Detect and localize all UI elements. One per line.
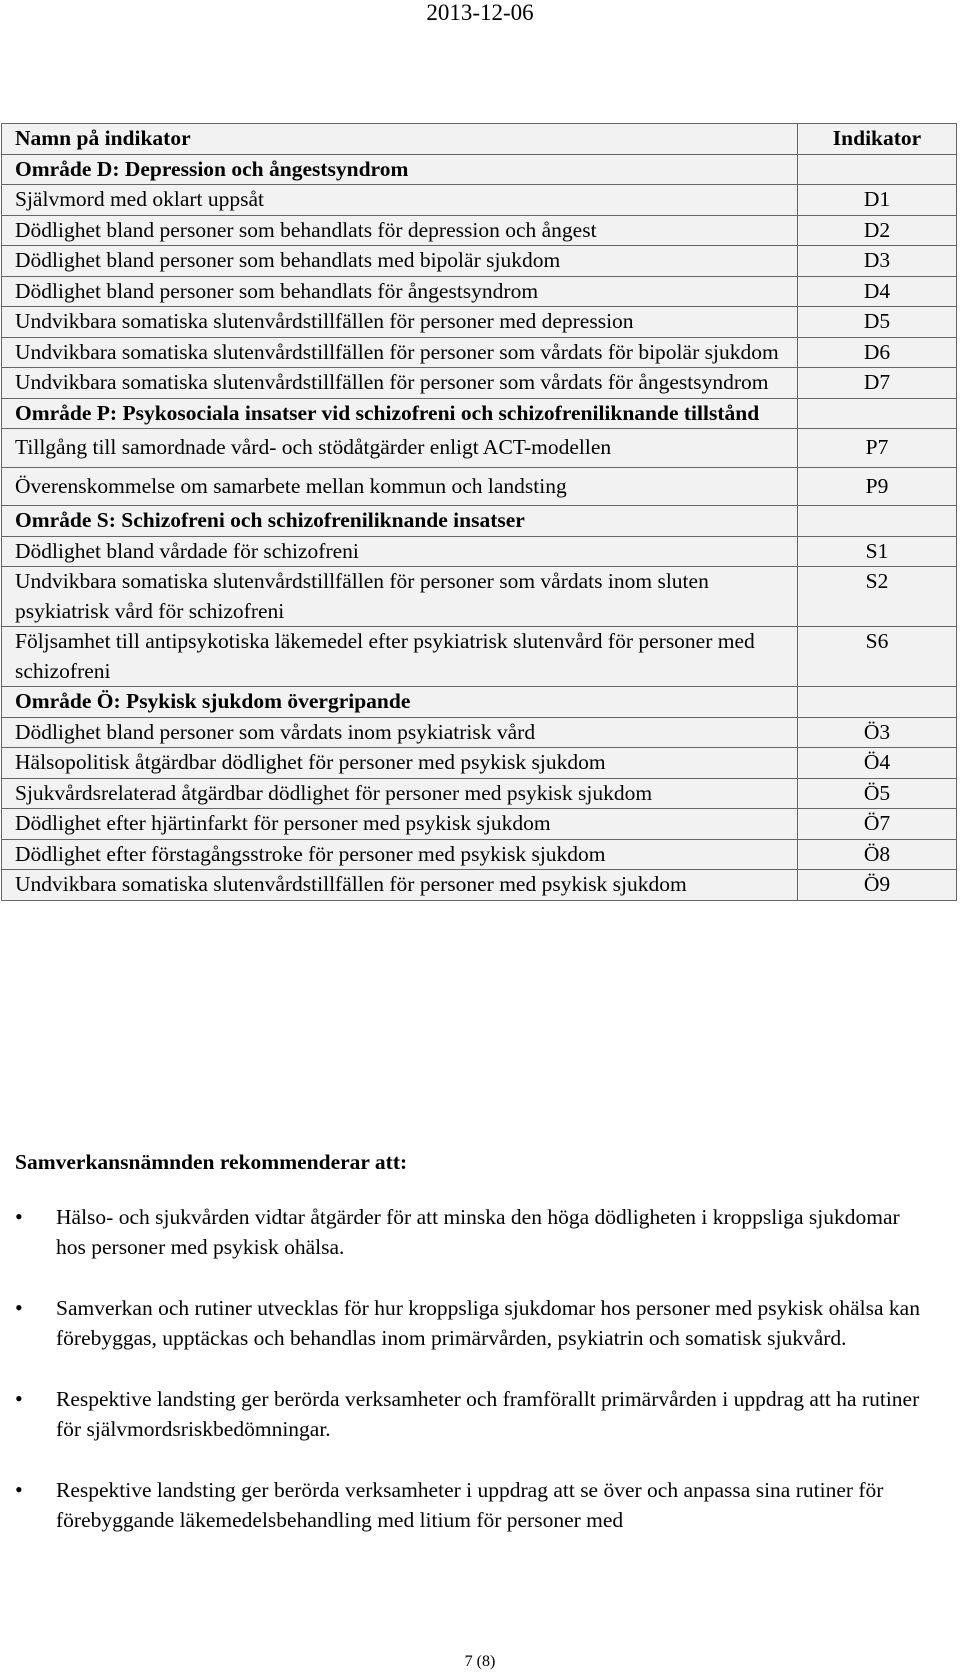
table-section-row <box>2 687 957 718</box>
bullet-icon: • <box>15 1295 23 1320</box>
indicator-code: Ö7 <box>798 809 957 840</box>
table-row <box>2 337 957 368</box>
indicator-code: D5 <box>798 307 957 338</box>
indicator-code: Ö9 <box>798 870 957 901</box>
recommendations-title: Samverkansnämnden rekommenderar att: <box>15 1150 408 1174</box>
indicator-name: Undvikbara somatiska slutenvårdstillfällen för personer med psykisk sjukdom <box>2 870 798 901</box>
indicator-code: Ö3 <box>798 717 957 748</box>
table-row <box>2 467 957 506</box>
list-item-text: Respektive landsting ger berörda verksamheter och framförallt primärvården i uppdrag att ha rutiner för självmordsriskbedömningar. <box>56 1387 920 1441</box>
indicator-name: Område D: Depression och ångestsyndrom <box>2 154 798 185</box>
table-row <box>2 778 957 809</box>
table-row <box>2 839 957 870</box>
indicator-name: Undvikbara somatiska slutenvårdstillfällen för personer som vårdats inom sluten psykiatrisk vård för schizofreni <box>2 567 798 627</box>
recommendations-section <box>15 1147 945 1566</box>
bullet-icon: • <box>15 1386 23 1411</box>
indicator-name: Dödlighet bland personer som behandlats med bipolär sjukdom <box>2 246 798 277</box>
table-section-row <box>2 154 957 185</box>
table-row <box>2 307 957 338</box>
indicator-code: D2 <box>798 215 957 246</box>
table-section-row <box>2 506 957 537</box>
table-row <box>2 215 957 246</box>
indicator-code: D1 <box>798 185 957 216</box>
indicator-name: Undvikbara somatiska slutenvårdstillfällen för personer med depression <box>2 307 798 338</box>
indicator-name: Dödlighet efter förstagångsstroke för personer med psykisk sjukdom <box>2 839 798 870</box>
table-row <box>2 870 957 901</box>
table-row <box>2 567 957 627</box>
list-item <box>15 1384 945 1444</box>
table-row <box>2 536 957 567</box>
table-row <box>2 246 957 277</box>
indicator-name: Dödlighet bland personer som behandlats för depression och ångest <box>2 215 798 246</box>
list-item <box>15 1202 945 1262</box>
table-row <box>2 429 957 468</box>
indicator-code: D6 <box>798 337 957 368</box>
recommendations-list <box>15 1202 945 1535</box>
indicator-code <box>798 506 957 537</box>
bullet-icon: • <box>15 1477 23 1502</box>
indicator-name: Hälsopolitisk åtgärdbar dödlighet för personer med psykisk sjukdom <box>2 748 798 779</box>
indicator-code: S2 <box>798 567 957 627</box>
table-row <box>2 717 957 748</box>
table-section-row <box>2 398 957 429</box>
indicator-code: P7 <box>798 429 957 468</box>
list-item <box>15 1475 945 1535</box>
list-item-text: Samverkan och rutiner utvecklas för hur kroppsliga sjukdomar hos personer med psykisk ohälsa kan förebyggas, upptäckas och behandlas inom primärvården, psykiatrin och somatisk sjukvård. <box>56 1296 920 1350</box>
indicator-table <box>1 123 957 901</box>
indicator-name: Område S: Schizofreni och schizofreniliknande insatser <box>2 506 798 537</box>
indicator-name: Överenskommelse om samarbete mellan kommun och landsting <box>2 467 798 506</box>
indicator-code: P9 <box>798 467 957 506</box>
table-header-row <box>2 124 957 155</box>
indicator-code: S1 <box>798 536 957 567</box>
indicator-code: D4 <box>798 276 957 307</box>
table-row <box>2 276 957 307</box>
page-date: 2013-12-06 <box>426 0 534 25</box>
list-item <box>15 1293 945 1353</box>
indicator-code: S6 <box>798 627 957 687</box>
list-item-text: Hälso- och sjukvården vidtar åtgärder för att minska den höga dödligheten i kroppsliga sjukdomar hos personer med psykisk ohälsa. <box>56 1205 900 1259</box>
indicator-code <box>798 154 957 185</box>
bullet-icon: • <box>15 1204 23 1229</box>
indicator-name: Följsamhet till antipsykotiska läkemedel efter psykiatrisk slutenvård för personer med schizofreni <box>2 627 798 687</box>
indicator-name: Tillgång till samordnade vård- och stödåtgärder enligt ACT-modellen <box>2 429 798 468</box>
table-row <box>2 627 957 687</box>
indicator-name: Undvikbara somatiska slutenvårdstillfällen för personer som vårdats för bipolär sjukdom <box>2 337 798 368</box>
indicator-name: Dödlighet bland personer som vårdats inom psykiatrisk vård <box>2 717 798 748</box>
page-number: 7 (8) <box>464 1653 496 1670</box>
indicator-name: Dödlighet efter hjärtinfarkt för personer med psykisk sjukdom <box>2 809 798 840</box>
indicator-name: Dödlighet bland vårdade för schizofreni <box>2 536 798 567</box>
indicator-code: D7 <box>798 368 957 399</box>
indicator-name: Självmord med oklart uppsåt <box>2 185 798 216</box>
indicator-name: Dödlighet bland personer som behandlats för ångestsyndrom <box>2 276 798 307</box>
table-row <box>2 809 957 840</box>
indicator-name: Område Ö: Psykisk sjukdom övergripande <box>2 687 798 718</box>
indicator-name: Område P: Psykosociala insatser vid schizofreni och schizofreniliknande tillstånd <box>2 398 798 429</box>
column-header-indicator: Indikator <box>798 124 957 155</box>
table-row <box>2 748 957 779</box>
indicator-code: Ö4 <box>798 748 957 779</box>
indicator-name: Undvikbara somatiska slutenvårdstillfällen för personer som vårdats för ångestsyndrom <box>2 368 798 399</box>
list-item-text: Respektive landsting ger berörda verksamheter i uppdrag att se över och anpassa sina rutiner för förebyggande läkemedelsbehandling med litium för personer med <box>56 1478 884 1532</box>
indicator-code: Ö8 <box>798 839 957 870</box>
table-row <box>2 368 957 399</box>
indicator-code <box>798 687 957 718</box>
table-row <box>2 185 957 216</box>
indicator-code: D3 <box>798 246 957 277</box>
indicator-code: Ö5 <box>798 778 957 809</box>
column-header-name: Namn på indikator <box>2 124 798 155</box>
indicator-name: Sjukvårdsrelaterad åtgärdbar dödlighet för personer med psykisk sjukdom <box>2 778 798 809</box>
indicator-code <box>798 398 957 429</box>
